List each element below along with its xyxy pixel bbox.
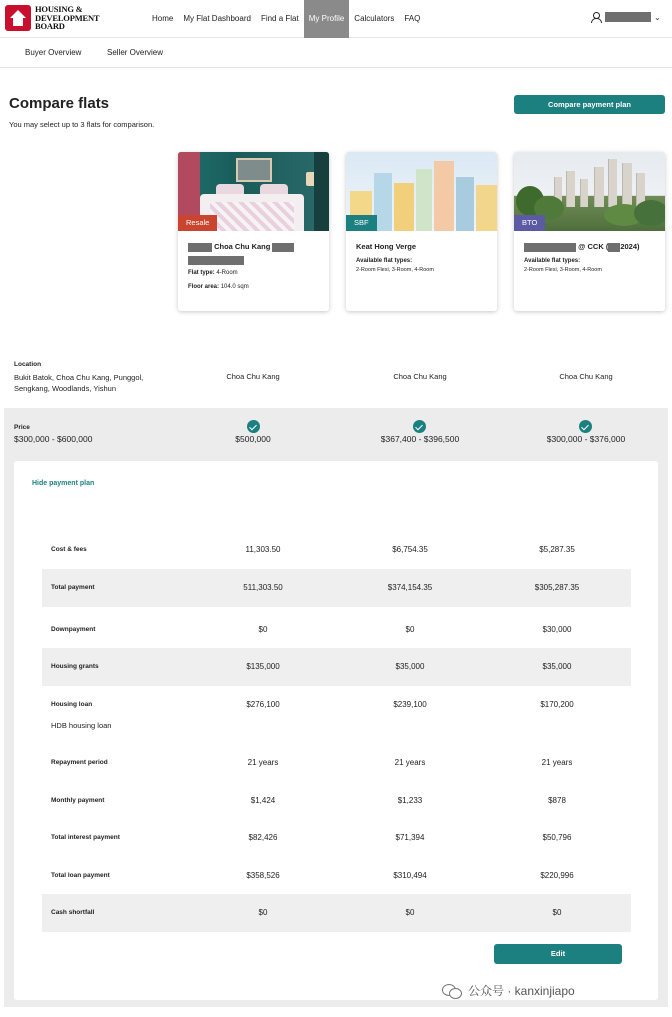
row-label: Cash shortfall <box>51 909 95 916</box>
row-label: Total payment <box>51 584 95 591</box>
top-nav <box>0 0 672 38</box>
watermark-text: 公众号 · kanxinjiapo <box>468 984 575 998</box>
row-label: Repayment period <box>51 759 108 766</box>
row-value: $305,287.35 <box>534 583 580 592</box>
subnav-seller-overview[interactable]: Seller Overview <box>107 48 164 57</box>
table-row <box>42 569 631 607</box>
table-row <box>42 648 631 686</box>
floor-area-label: Floor area: <box>188 284 220 290</box>
row-value: $239,100 <box>393 700 427 709</box>
redacted-username <box>605 12 651 22</box>
table-row <box>42 819 631 857</box>
row-value: $878 <box>548 796 566 805</box>
hdb-house-icon <box>5 5 31 31</box>
row-value: $0 <box>405 625 415 634</box>
available-types-label: Available flat types: <box>524 258 581 264</box>
page-title: Compare flats <box>9 95 110 112</box>
logo-text <box>35 5 99 31</box>
flat-type-value: 4-Room <box>216 270 238 276</box>
price-value-1: $500,000 <box>235 434 271 444</box>
check-circle-icon <box>413 420 426 433</box>
row-value: $310,494 <box>393 871 427 880</box>
flat-name: Keat Hong Verge <box>356 242 417 251</box>
row-value: $30,000 <box>542 625 572 634</box>
row-value: 511,303.50 <box>243 583 283 592</box>
flat-badge-resale: Resale <box>178 215 217 231</box>
row-value: $35,000 <box>395 662 425 671</box>
floor-area-line <box>188 284 249 290</box>
row-value: 21 years <box>394 758 426 767</box>
row-value: $135,000 <box>246 662 280 671</box>
check-circle-icon <box>247 420 260 433</box>
row-label: Housing grants <box>51 663 99 670</box>
location-value-3: Choa Chu Kang <box>559 372 613 381</box>
row-value: $50,796 <box>542 833 572 842</box>
table-row <box>42 686 631 738</box>
hdb-logo[interactable] <box>5 5 99 31</box>
row-value: $1,233 <box>397 796 423 805</box>
available-types-value: 2-Room Flexi, 3-Room, 4-Room <box>356 267 434 273</box>
row-value: $374,154.35 <box>387 583 433 592</box>
loan-type-label: HDB housing loan <box>51 721 112 730</box>
flat-card-resale[interactable] <box>178 152 329 311</box>
nav-home[interactable]: Home <box>152 14 174 23</box>
watermark <box>442 982 575 999</box>
location-description: Bukit Batok, Choa Chu Kang, Punggol, Sengkang, Woodlands, Yishun <box>14 373 144 393</box>
row-value: $0 <box>258 625 268 634</box>
row-label: Total loan payment <box>51 872 110 879</box>
row-value: $5,287.35 <box>539 545 575 554</box>
row-value: $358,526 <box>246 871 280 880</box>
table-row <box>42 744 631 782</box>
hide-payment-plan-link[interactable]: Hide payment plan <box>32 480 95 487</box>
row-value: $35,000 <box>542 662 572 671</box>
user-icon <box>591 12 601 22</box>
flat-name-suffix: 2024) <box>620 242 640 251</box>
row-value: $276,100 <box>246 700 280 709</box>
price-range: $300,000 - $600,000 <box>14 434 93 444</box>
row-value: $71,394 <box>395 833 425 842</box>
price-label: Price <box>14 424 30 431</box>
logo-line-1: HOUSING & <box>35 4 83 15</box>
row-label: Housing loan <box>51 701 93 708</box>
row-label: Total interest payment <box>51 834 120 841</box>
flat-type-line <box>188 270 238 276</box>
nav-calculators[interactable]: Calculators <box>354 14 395 23</box>
row-value: $0 <box>258 908 268 917</box>
row-value: $170,200 <box>540 700 574 709</box>
sub-nav <box>0 39 672 68</box>
table-row <box>42 782 631 820</box>
table-row <box>42 894 631 932</box>
row-value: $0 <box>552 908 562 917</box>
location-label: Location <box>14 361 42 368</box>
price-value-2: $367,400 - $396,500 <box>380 434 460 444</box>
row-value: 11,303.50 <box>245 545 281 554</box>
flat-name <box>188 240 294 266</box>
flat-name <box>524 240 640 253</box>
table-row <box>42 611 631 649</box>
available-types-value: 2-Room Flexi, 3-Room, 4-Room <box>524 267 602 273</box>
page-subtitle: You may select up to 3 flats for comparison. <box>9 120 155 129</box>
floor-area-value: 104.0 sqm <box>220 284 249 290</box>
logo-line-3: BOARD <box>35 21 65 32</box>
wechat-icon <box>442 983 462 999</box>
nav-faq[interactable]: FAQ <box>404 14 421 23</box>
flat-type-label: Flat type: <box>188 270 215 276</box>
redacted-block <box>608 243 620 252</box>
logo-line-2: DEVELOPMENT <box>35 12 100 23</box>
flat-badge-bto: BTO <box>514 215 545 231</box>
flat-name-text: Choa Chu Kang <box>214 242 271 251</box>
table-row <box>42 531 631 569</box>
edit-button[interactable]: Edit <box>494 944 622 964</box>
main-nav <box>147 0 425 38</box>
row-label: Cost & fees <box>51 546 87 553</box>
check-circle-icon <box>579 420 592 433</box>
row-value: $82,426 <box>248 833 278 842</box>
table-row <box>42 857 631 895</box>
redacted-block <box>524 243 576 252</box>
row-value: $1,424 <box>250 796 276 805</box>
flat-card-bto[interactable] <box>514 152 665 311</box>
subnav-buyer-overview[interactable]: Buyer Overview <box>25 48 82 57</box>
redacted-block <box>272 243 294 252</box>
row-label: Monthly payment <box>51 797 105 804</box>
user-menu[interactable] <box>591 12 661 22</box>
nav-my-profile[interactable]: My Profile <box>304 0 350 38</box>
compare-payment-plan-button[interactable]: Compare payment plan <box>514 95 665 114</box>
flat-badge-sbf: SBF <box>346 215 377 231</box>
row-value: $6,754.35 <box>392 545 428 554</box>
flat-card-sbf[interactable] <box>346 152 497 311</box>
row-value: $220,996 <box>540 871 574 880</box>
flat-name-prefix: @ CCK ( <box>578 242 609 251</box>
nav-find-a-flat[interactable]: Find a Flat <box>260 14 299 23</box>
row-value: 21 years <box>541 758 573 767</box>
redacted-block <box>188 243 212 252</box>
row-label: Downpayment <box>51 626 96 633</box>
redacted-block <box>188 256 244 265</box>
price-value-3: $300,000 - $376,000 <box>546 434 626 444</box>
chevron-down-icon: ⌄ <box>654 12 661 22</box>
location-value-1: Choa Chu Kang <box>226 372 280 381</box>
available-types-label: Available flat types: <box>356 258 413 264</box>
row-value: $0 <box>405 908 415 917</box>
location-value-2: Choa Chu Kang <box>393 372 447 381</box>
nav-my-flat-dashboard[interactable]: My Flat Dashboard <box>183 14 251 23</box>
row-value: 21 years <box>247 758 279 767</box>
